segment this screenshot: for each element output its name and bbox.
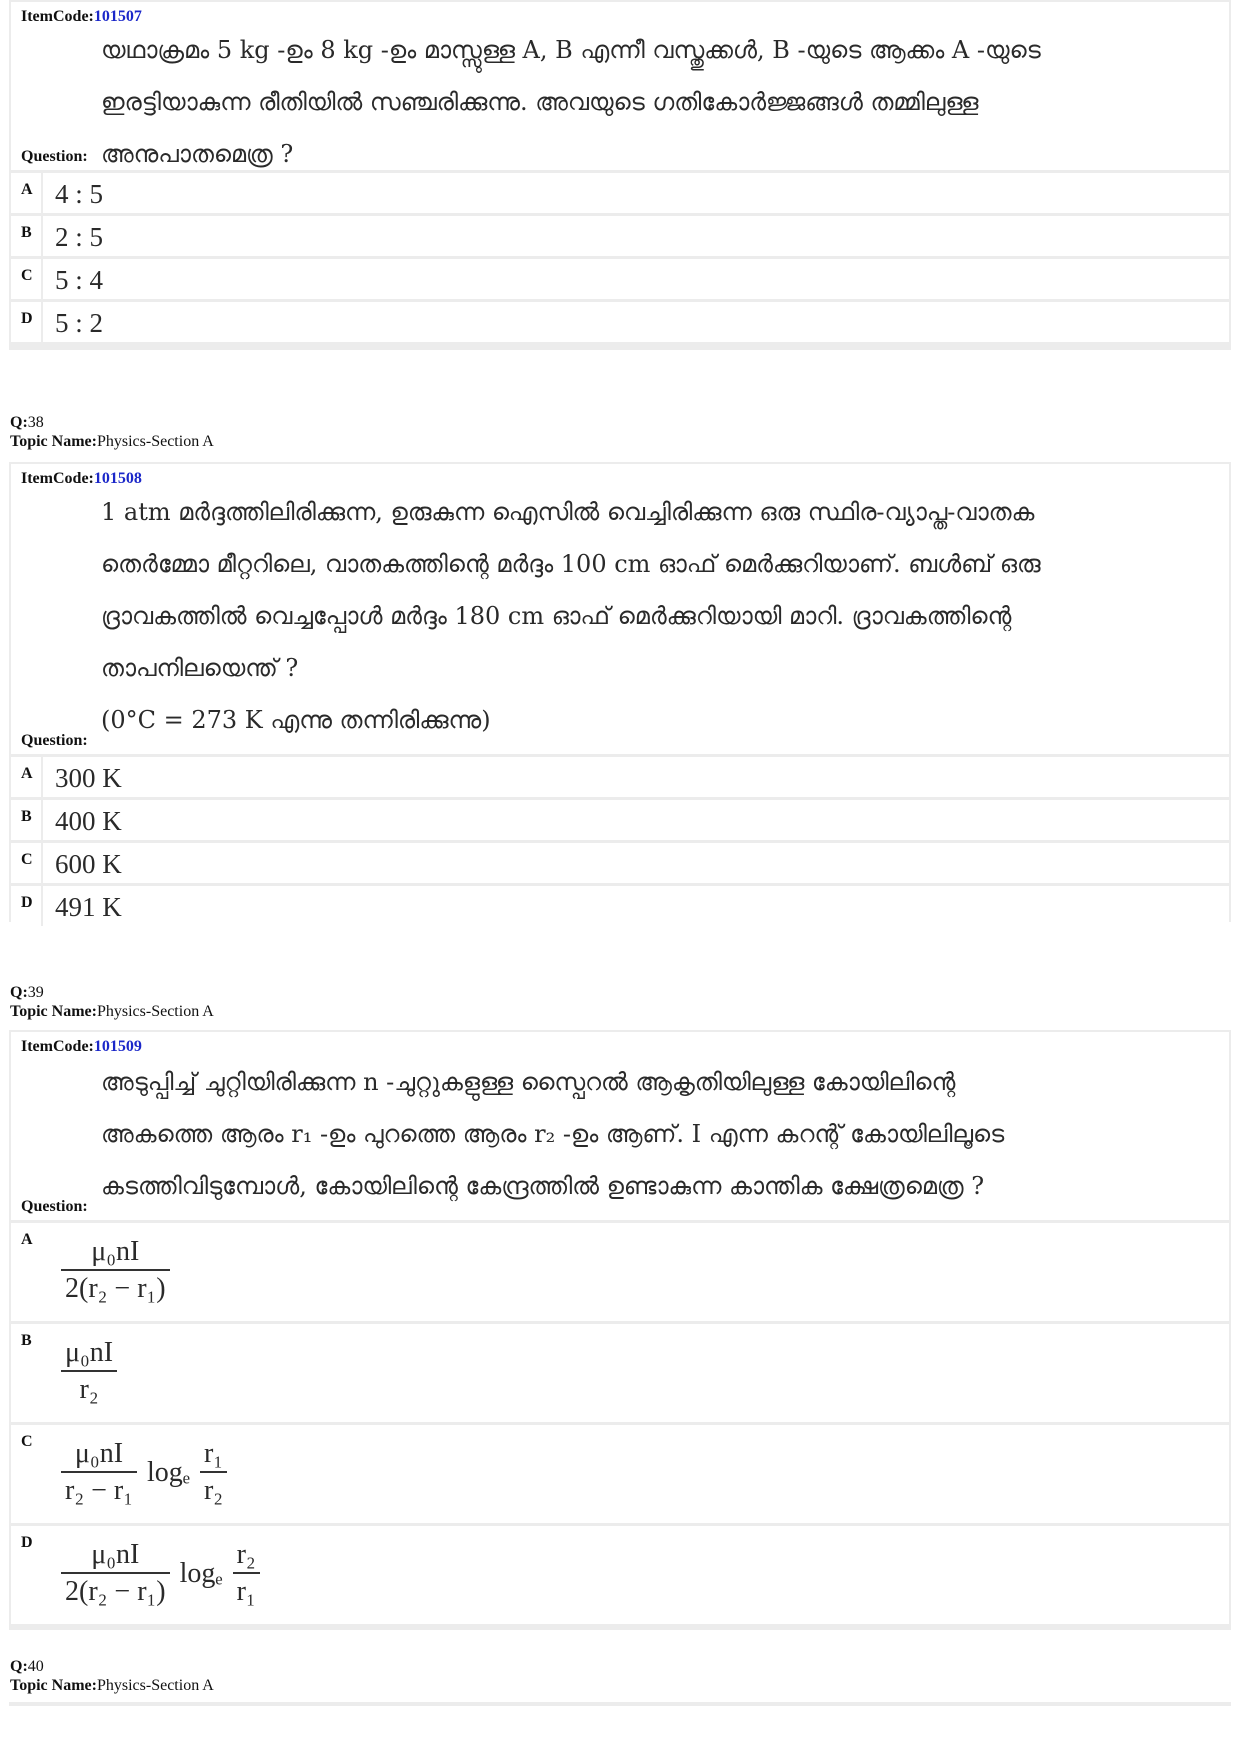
item-code: ItemCode:101507 xyxy=(21,8,142,25)
option-text: 5 : 2 xyxy=(55,308,104,338)
option-formula xyxy=(61,1538,260,1610)
topic-name: Physics-Section A xyxy=(96,1677,214,1694)
question-card xyxy=(9,0,1231,350)
question-text: അടുപ്പിച്ച് ചുറ്റിയിരിക്കുന്ന n -ചുറ്റുകളുള്ള സ്പൈറൽ ആകൃതിയിലുള്ള കോയിലിന്റെ അകത്തെ ആരം r₁ -ഉം പുറത്തെ ആരം r₂ -ഉം ആണ്. I എന്ന കറന്റ് കോയിലിലൂടെ കടത്തിവിടുമ്പോൾ, കോയിലിന്റെ കേന്ദ്രത്തിൽ ഉണ്ടാകുന്ന കാന്തിക ക്ഷേത്രമെത്ര ? xyxy=(101,1068,1005,1200)
topic-name: Physics-Section A xyxy=(96,433,214,450)
option-b[interactable]: B 2 : 5 xyxy=(11,216,1229,256)
option-text: 4 : 5 xyxy=(55,179,104,209)
question-text: 1 atm മർദ്ദത്തിലിരിക്കുന്ന, ഉരുകുന്ന ഐസിൽ വെച്ചിരിക്കുന്ന ഒരു സ്ഥിര-വ്യാപ്ത-വാതക തെർമ്മോ മീറ്ററിലെ, വാതകത്തിന്റെ മർദ്ദം 100 cm ഓഫ് മെർക്കുറിയാണ്. ബൾബ് ഒരു ദ്രാവകത്തിൽ വെച്ചപ്പോൾ മർദ്ദം 180 cm ഓഫ് മെർക്കുറിയായി മാറി. ദ്രാവകത്തിന്റെ താപനിലയെന്ത് ? (0°C = 273 K എന്നു തന്നിരിക്കുന്നു) xyxy=(101,498,1041,734)
fraction: $\frac{\text{μ₀nI}}{\text{r₂ − r₁}}$ xyxy=(61,1437,137,1509)
question-meta: Q:39 Topic Name:Physics-Section A xyxy=(10,984,214,1020)
option-a[interactable]: A $\frac{\text{μ₀nI}}{\text{2(r₂ − r₁)}}$ xyxy=(11,1223,1229,1321)
fraction: $\frac{\text{μ₀nI}}{\text{2(r₂ − r₁)}}$ xyxy=(61,1538,170,1610)
question-row xyxy=(11,464,1229,754)
option-formula xyxy=(61,1437,227,1509)
log-term: logₑ xyxy=(146,1457,190,1488)
option-text: 300 K xyxy=(55,763,122,793)
option-c[interactable]: C 600 K xyxy=(11,843,1229,883)
option-formula xyxy=(61,1336,117,1408)
option-text: 600 K xyxy=(55,849,122,879)
question-meta: Q:40 Topic Name:Physics-Section A xyxy=(10,1658,214,1694)
question-label: Question: xyxy=(21,732,88,749)
fraction: $\frac{\text{μ₀nI}}{\text{2(r₂ − r₁)}}$ xyxy=(61,1235,170,1307)
option-b[interactable]: B 400 K xyxy=(11,800,1229,840)
item-code: ItemCode:101509 xyxy=(21,1038,142,1055)
question-meta: Q:38 Topic Name:Physics-Section A xyxy=(10,414,214,450)
option-text: 400 K xyxy=(55,806,122,836)
option-c[interactable]: C $\frac{\text{μ₀nI}}{\text{r₂ − r₁}}$ logₑ $\frac{\text{r₁}}{\text{r₂}}$ xyxy=(11,1425,1229,1523)
fraction: $\frac{\text{r₁}}{\text{r₂}}$ xyxy=(200,1437,227,1509)
option-formula xyxy=(61,1235,170,1307)
option-a[interactable]: A 4 : 5 xyxy=(11,173,1229,213)
question-label: Question: xyxy=(21,1198,88,1215)
question-text: യഥാക്രമം 5 kg -ഉം 8 kg -ഉം മാസ്സുള്ള A, B എന്നീ വസ്തുക്കൾ, B -യുടെ ആക്കം A -യുടെ ഇരട്ടിയാകുന്ന രീതിയിൽ സഞ്ചരിക്കുന്നു. അവയുടെ ഗതികോർജ്ജങ്ങൾ തമ്മിലുള്ള അനുപാതമെത്ര ? xyxy=(101,36,1041,168)
item-code: ItemCode:101508 xyxy=(21,470,142,487)
log-term: logₑ xyxy=(179,1558,223,1589)
option-d[interactable]: D $\frac{\text{μ₀nI}}{\text{2(r₂ − r₁)}}$ logₑ $\frac{\text{r₂}}{\text{r₁}}$ xyxy=(11,1526,1229,1624)
question-row xyxy=(11,1032,1229,1220)
question-card xyxy=(9,462,1231,922)
option-text: 5 : 4 xyxy=(55,265,104,295)
option-d[interactable]: D 5 : 2 xyxy=(11,302,1229,342)
option-c[interactable]: C 5 : 4 xyxy=(11,259,1229,299)
option-a[interactable]: A 300 K xyxy=(11,757,1229,797)
option-d[interactable]: D 491 K xyxy=(11,886,1229,926)
fraction: $\frac{\text{μ₀nI}}{\text{r₂}}$ xyxy=(61,1336,117,1408)
option-text: 2 : 5 xyxy=(55,222,104,252)
option-b[interactable]: B $\frac{\text{μ₀nI}}{\text{r₂}}$ xyxy=(11,1324,1229,1422)
option-text: 491 K xyxy=(55,892,122,922)
fraction: $\frac{\text{r₂}}{\text{r₁}}$ xyxy=(233,1538,260,1610)
question-row xyxy=(11,2,1229,170)
question-number: 39 xyxy=(27,984,44,1001)
question-number: 40 xyxy=(27,1658,44,1675)
topic-name: Physics-Section A xyxy=(96,1003,214,1020)
question-number: 38 xyxy=(27,414,44,431)
question-card xyxy=(9,1030,1231,1630)
card-top-edge xyxy=(9,1702,1231,1706)
question-label: Question: xyxy=(21,148,88,165)
